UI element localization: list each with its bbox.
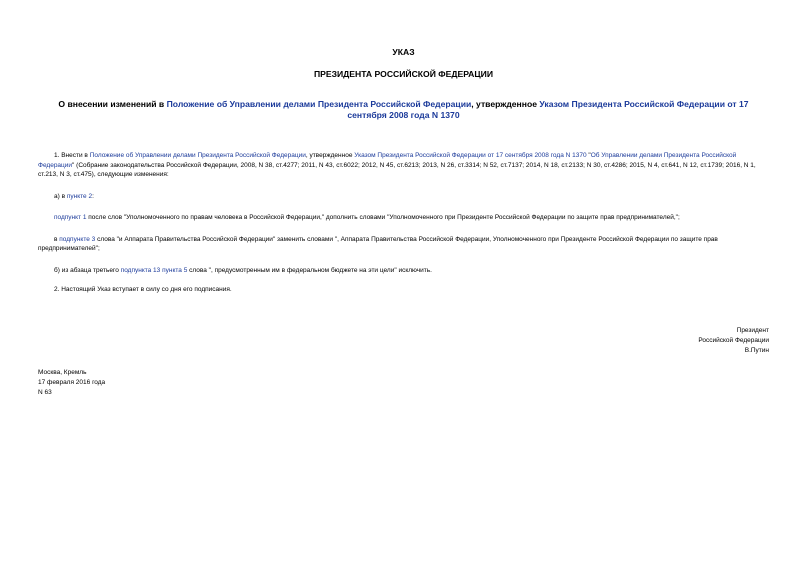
p1-text-4: " (Собрание законодательства Российской Федерации, 2008, N 38, ст.4277; 2011, N 43, ст.6022; 2012, N 45, ст.6213; 2013, N 26, ст.3314; N 52, ст.7137; 2014, N 18, ст.2133; N 30, ст.4286; 2015, N 4, ст.641, N 12, ст.1739; 2016, N 1, ст.213, N 3, ст.475), следующие изменения: bbox=[38, 161, 756, 178]
p2-text-2: : bbox=[92, 192, 94, 200]
paragraph-3 bbox=[38, 213, 769, 223]
p2-text-1: а) в bbox=[54, 192, 67, 200]
paragraph-6: 2. Настоящий Указ вступает в силу со дня его подписания. bbox=[54, 286, 232, 293]
paragraph-4 bbox=[38, 235, 769, 254]
title-link-regulation[interactable]: Положение об Управлении делами Президента Российской Федерации bbox=[166, 99, 472, 109]
p3-link-subitem-1[interactable]: подпункт 1 bbox=[54, 214, 87, 221]
p1-link-decree[interactable]: Указом Президента Российской Федерации от 17 сентября 2008 года N 1370 bbox=[354, 152, 587, 159]
signature-block bbox=[698, 326, 769, 356]
place: Москва, Кремль bbox=[38, 369, 87, 376]
signature-org: Российской Федерации bbox=[698, 337, 769, 344]
title-text-1: О внесении изменений в bbox=[58, 99, 167, 109]
doc-heading: УКАЗ bbox=[392, 47, 415, 57]
signature-name: В.Путин bbox=[744, 347, 769, 354]
p1-link-administration[interactable]: Об Управлении делами Президента Российской Федерации bbox=[38, 152, 737, 169]
p5-text-1: б) из абзаца третьего bbox=[54, 266, 121, 274]
p5-text-2: слова ", предусмотренным им в федеральном бюджете на эти цели" исключить. bbox=[187, 266, 432, 274]
decree-number: N 63 bbox=[38, 389, 52, 396]
doc-body bbox=[38, 151, 769, 295]
p4-link-subitem-3[interactable]: подпункте 3 bbox=[59, 235, 96, 243]
doc-title bbox=[38, 99, 769, 121]
p4-text-2: слова "и Аппарата Правительства Российской Федерации" заменить словами ", Аппарата Правительства Российской Федерации, Уполномоченного при Президенте Российской Федерации по защите прав предпринимателей"; bbox=[38, 235, 718, 252]
place-date-block bbox=[38, 368, 105, 398]
p5-link-subitem-13[interactable]: подпункта 13 пункта 5 bbox=[120, 266, 188, 274]
doc-subheading: ПРЕЗИДЕНТА РОССИЙСКОЙ ФЕДЕРАЦИИ bbox=[313, 69, 494, 79]
p1-text-2: , утвержденное bbox=[305, 152, 355, 159]
title-text-2: , утвержденное bbox=[471, 99, 540, 109]
paragraph-1 bbox=[38, 151, 769, 180]
p2-link-item-2[interactable]: пункте 2 bbox=[66, 192, 93, 200]
p1-text-1: 1. Внести в bbox=[54, 152, 90, 159]
p1-link-regulation[interactable]: Положение об Управлении делами Президента Российской Федерации bbox=[89, 152, 306, 159]
p1-text-3: " bbox=[586, 152, 591, 159]
p3-text-1: после слов "Уполномоченного по правам человека в Российской Федерации," дополнить словами "Уполномоченного при Президенте Российской Федерации по защите прав предпринимателей,"; bbox=[86, 214, 680, 221]
paragraph-5 bbox=[38, 266, 769, 276]
date: 17 февраля 2016 года bbox=[38, 379, 106, 386]
paragraph-2 bbox=[38, 192, 769, 202]
signature-title: Президент bbox=[736, 327, 769, 334]
title-link-decree[interactable]: Указом Президента Российской Федерации от 17 сентября 2008 года N 1370 bbox=[347, 99, 749, 120]
p4-text-1: в bbox=[54, 235, 60, 243]
